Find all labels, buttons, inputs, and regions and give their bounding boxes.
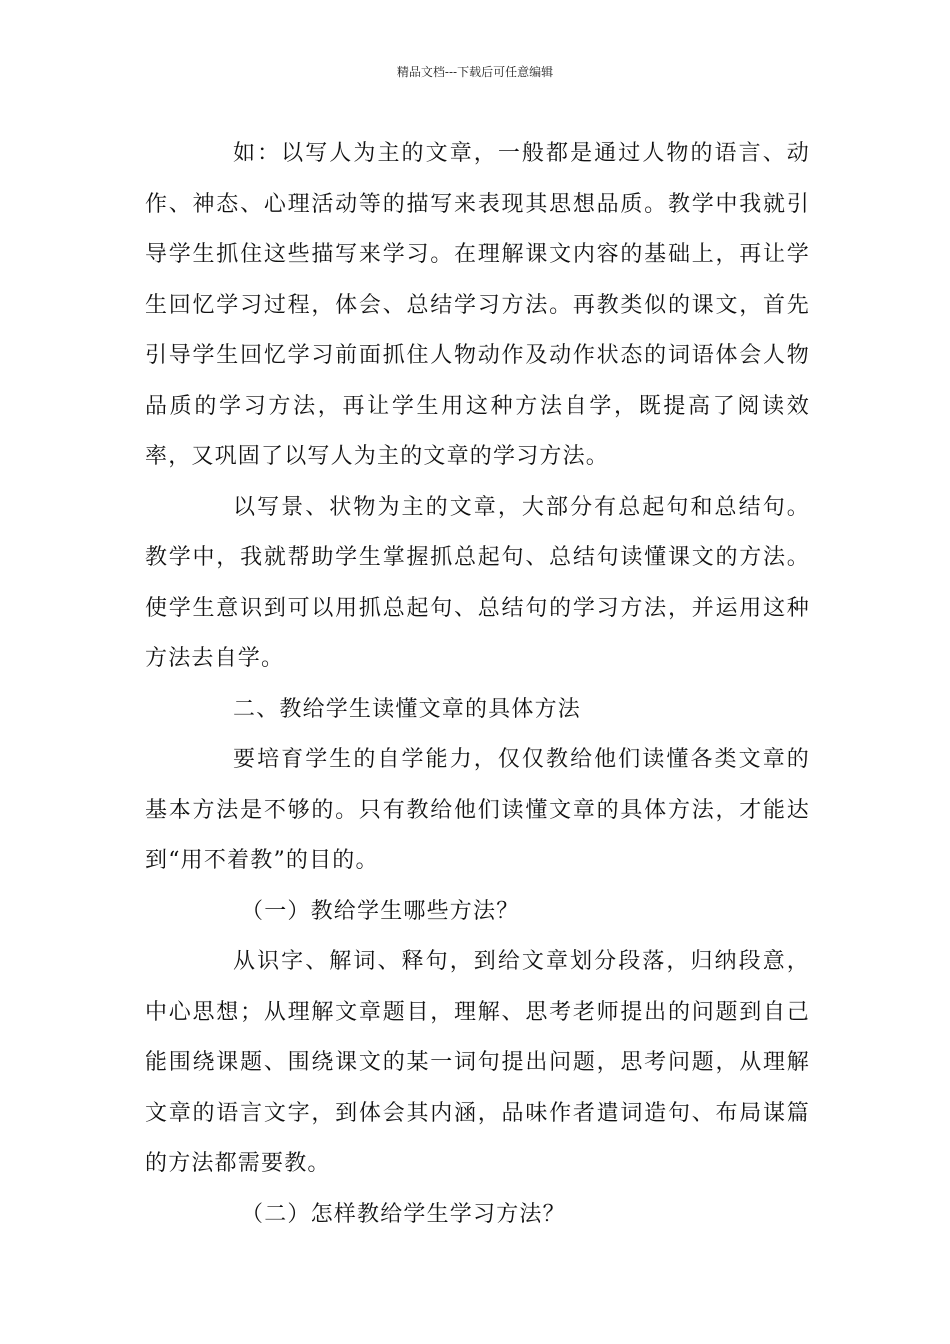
paragraph-methods-list: 从识字、解词、释句，到给文章划分段落，归纳段意，中心思想；从理解文章题目，理解、思考老师提出的问题到自己能围绕课题、围绕课文的某一词句提出问题，思考问题，从理解文章的语言文字，到体会其内涵，品味作者遣词造句、布局谋篇的方法都需要教。: [145, 949, 810, 1176]
page-header: 精品文档---下载后可任意编辑: [396, 65, 554, 79]
document-body: [145, 129, 810, 1240]
section-heading-2: 二、教给学生读懂文章的具体方法: [233, 696, 582, 722]
subheading-how-to-teach: （二）怎样教给学生学习方法？: [241, 1201, 566, 1227]
paragraph-writing-scenery: 以写景、状物为主的文章，大部分有总起句和总结句。教学中，我就帮助学生掌握抓总起句、总结句读懂课文的方法。使学生意识到可以用抓总起句、总结句的学习方法，并运用这种方法去自学。: [145, 494, 810, 671]
paragraph-self-study: 要培育学生的自学能力，仅仅教给他们读懂各类文章的基本方法是不够的。只有教给他们读懂文章的具体方法，才能达到“用不着教”的目的。: [145, 747, 810, 873]
paragraph-writing-people: 如：以写人为主的文章，一般都是通过人物的语言、动作、神态、心理活动等的描写来表现其思想品质。教学中我就引导学生抓住这些描写来学习。在理解课文内容的基础上，再让学生回忆学习过程，体会、总结学习方法。再教类似的课文，首先引导学生回忆学习前面抓住人物动作及动作状态的词语体会人物品质的学习方法，再让学生用这种方法自学，既提高了阅读效率，又巩固了以写人为主的文章的学习方法。: [145, 141, 810, 469]
subheading-which-methods: （一）教给学生哪些方法？: [241, 898, 520, 924]
